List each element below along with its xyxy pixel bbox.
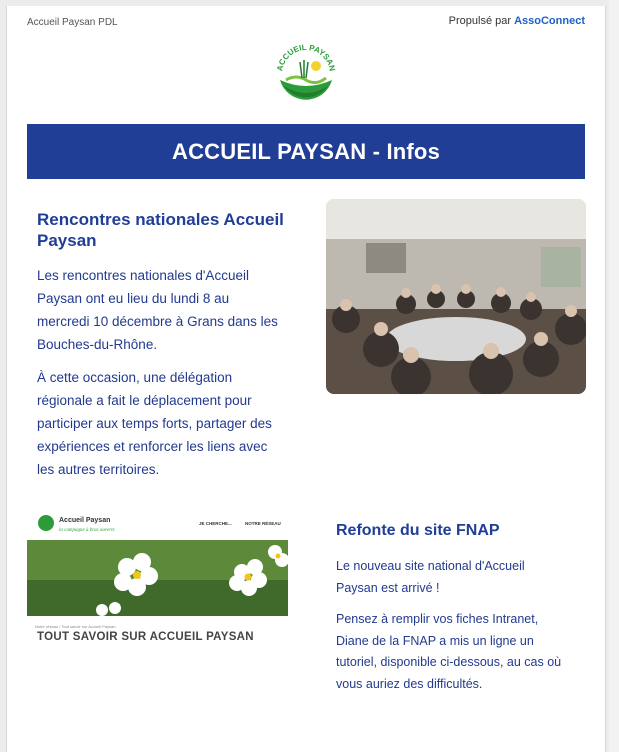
banner-title: ACCUEIL PAYSAN - Infos <box>171 138 441 164</box>
preview-breadcrumb: Notre réseau / Tout savoir sur Accueil Paysan <box>35 624 116 629</box>
preview-nav-search: JE CHERCHE... <box>199 521 232 526</box>
section-rencontres-body <box>37 264 283 491</box>
preview-logo-icon <box>38 515 54 531</box>
section-refonte-paragraph-2: Pensez à remplir vos fiches Intranet, Diane de la FNAP a mis un ligne un tutoriel, disponible ci-dessous, au cas où vous auriez des difficultés. <box>336 612 562 691</box>
logo-text: ACCUEIL PAYSAN <box>275 42 337 72</box>
powered-by[interactable] <box>449 15 585 27</box>
preview-brand: Accueil Paysan <box>59 517 111 524</box>
preview-caption: TOUT SAVOIR SUR ACCUEIL PAYSAN <box>37 631 254 643</box>
section-refonte-paragraph-1: Le nouveau site national d'Accueil Paysan est arrivé ! <box>336 559 525 595</box>
powered-prefix: Propulsé par <box>448 15 515 27</box>
accueil-paysan-logo <box>274 40 338 104</box>
assoconnect-link[interactable]: AssoConnect <box>514 15 585 27</box>
page-scrollbar[interactable] <box>609 0 619 752</box>
preview-nav-network: NOTRE RÉSEAU <box>245 521 281 526</box>
section-refonte-title: Refonte du site FNAP <box>336 522 500 539</box>
title-banner <box>27 124 585 179</box>
organization-name: Accueil Paysan PDL <box>27 17 118 28</box>
section-rencontres-paragraph-2: À cette occasion, une délégation régionale a fait le déplacement pour participer aux temps forts, partager des expériences et renforcer les liens avec les autres territoires. <box>37 370 272 477</box>
newsletter-topbar <box>7 6 605 38</box>
preview-tagline: la campagne à bras ouverts <box>59 528 115 533</box>
section-rencontres-title: Rencontres nationales Accueil Paysan <box>37 210 284 250</box>
section-refonte-body <box>336 556 568 705</box>
meeting-photo[interactable] <box>326 199 586 394</box>
newsletter-card <box>6 6 606 752</box>
section-rencontres-paragraph-1: Les rencontres nationales d'Accueil Paysan ont eu lieu du lundi 8 au mercredi 10 décembre à Grans dans les Bouches-du-Rhône. <box>37 268 278 352</box>
